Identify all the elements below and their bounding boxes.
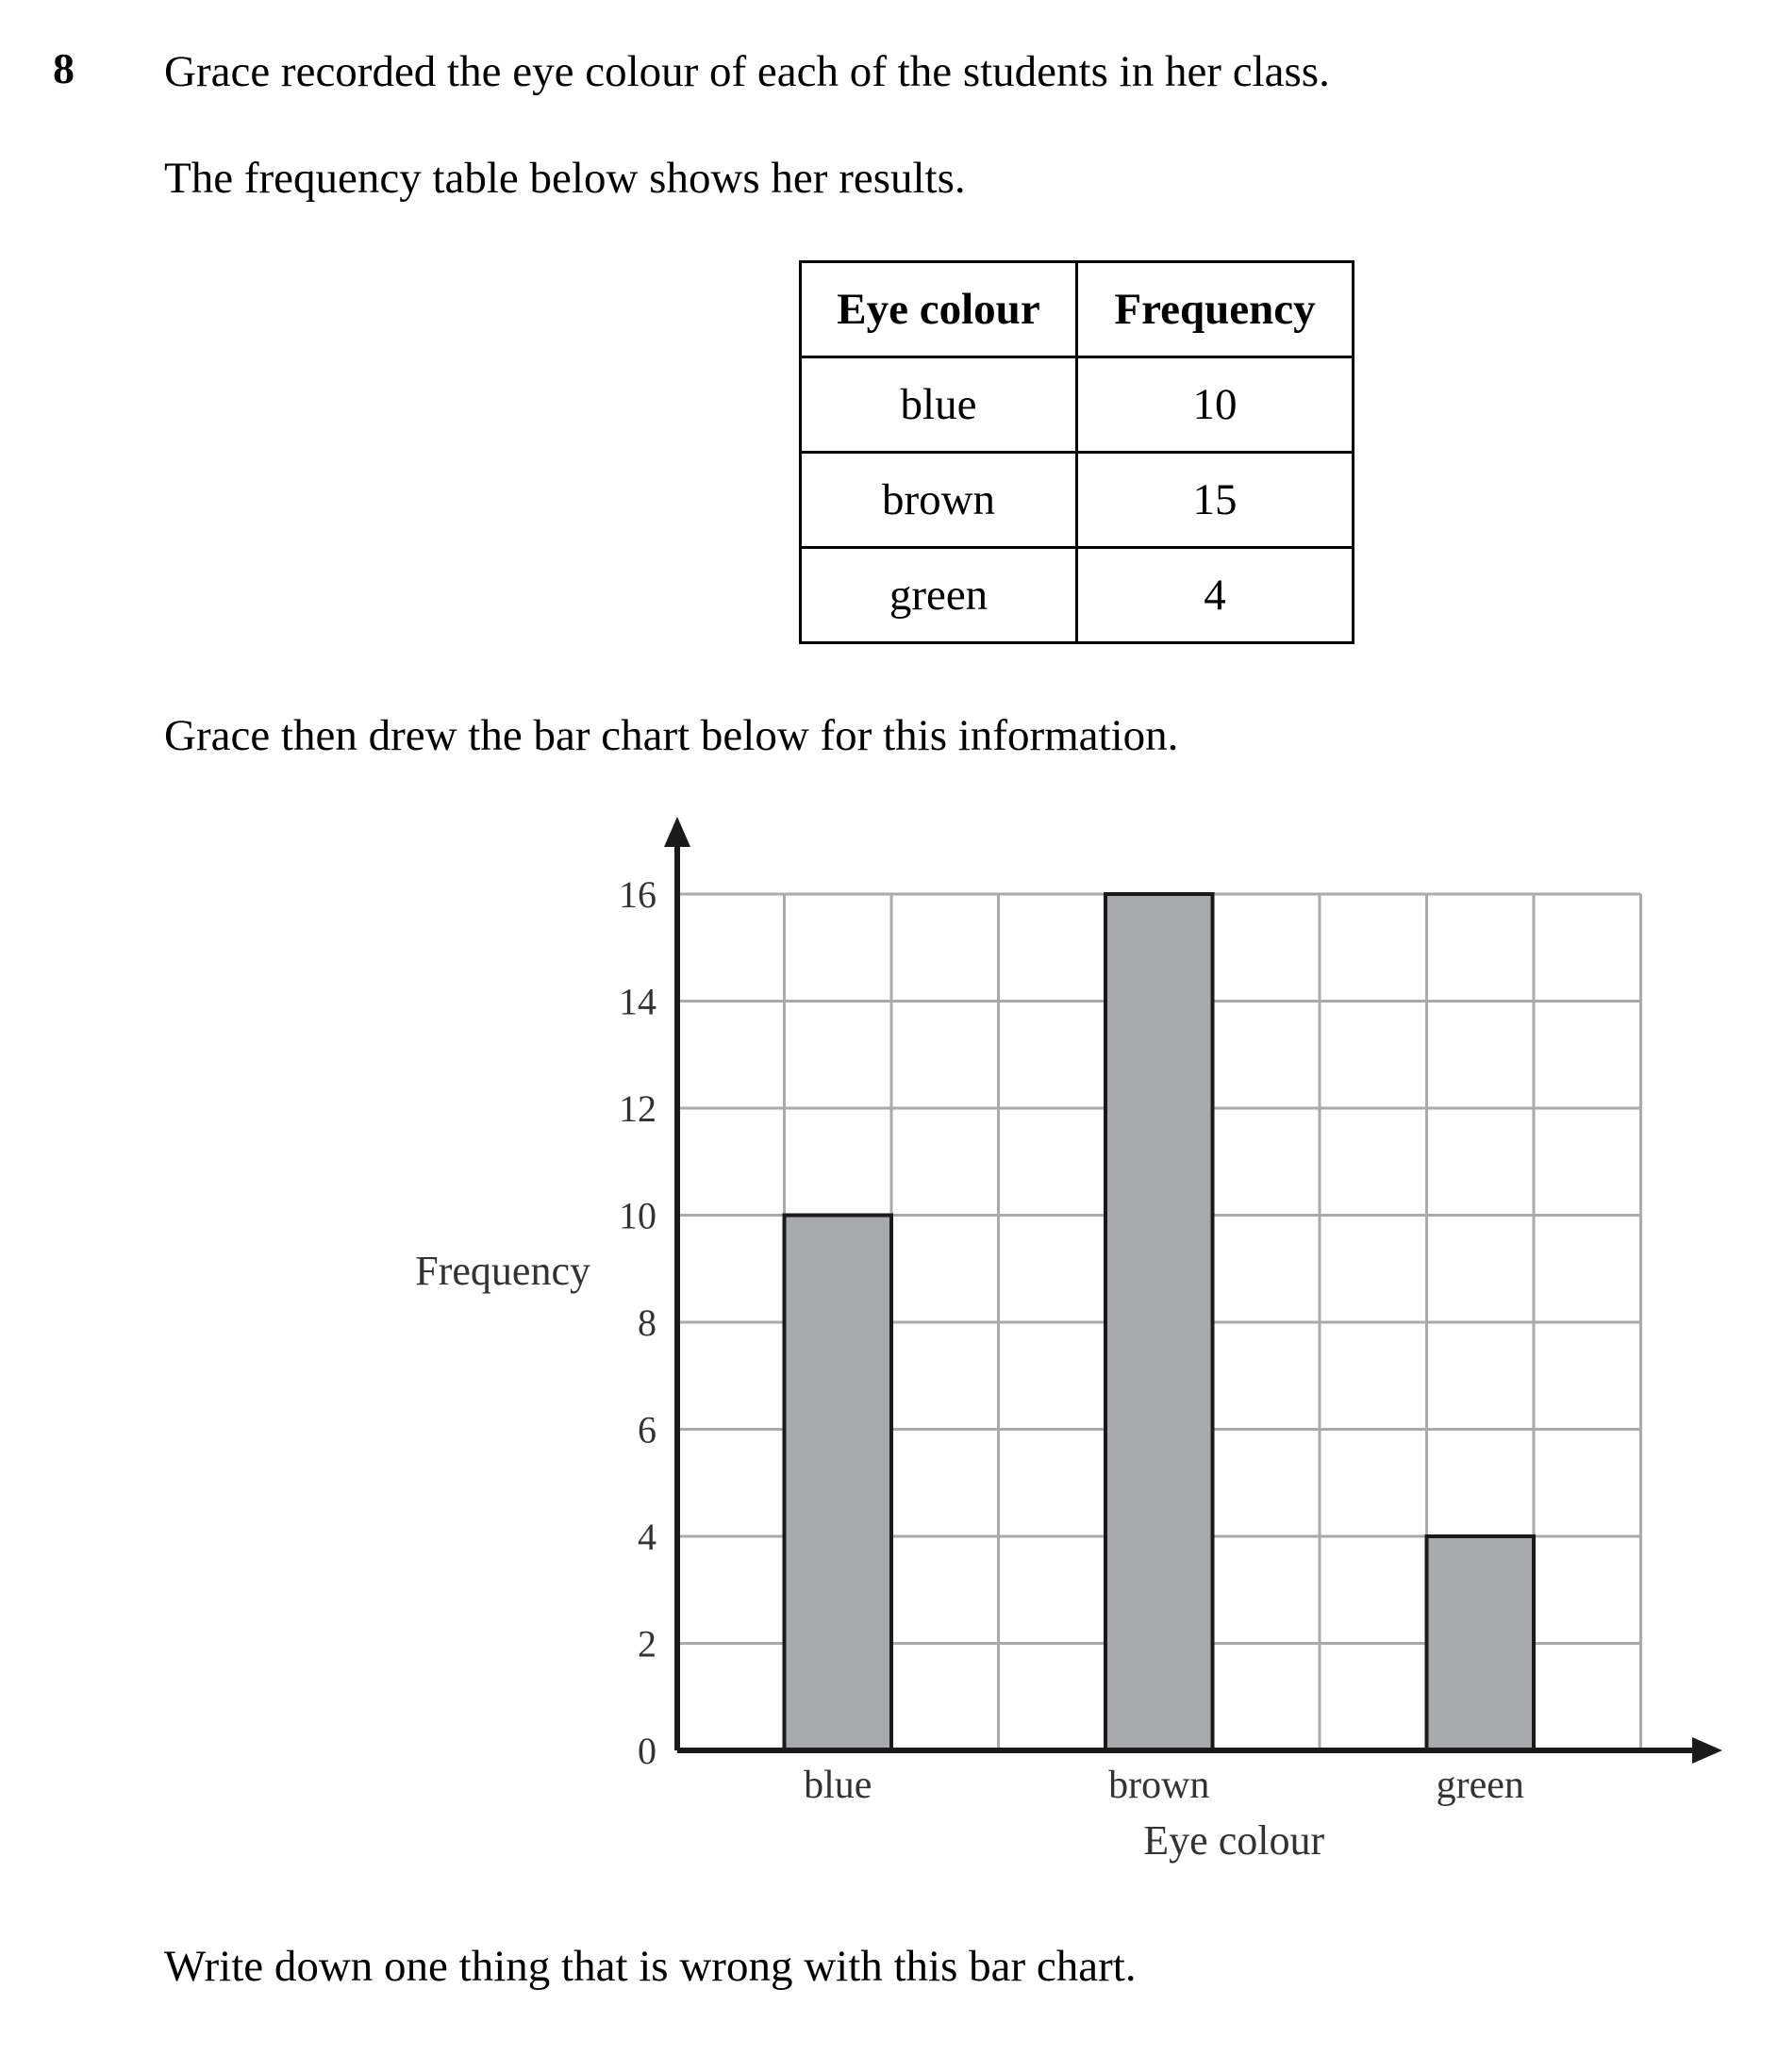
bar-green xyxy=(1427,1536,1535,1750)
x-tick-label-green: green xyxy=(1436,1764,1524,1807)
y-tick-label: 8 xyxy=(638,1301,656,1344)
y-tick-label: 2 xyxy=(638,1622,656,1666)
bar-blue xyxy=(785,1216,892,1751)
table-cell-frequency: 10 xyxy=(1077,357,1354,453)
y-tick-label: 6 xyxy=(638,1408,656,1451)
y-tick-label: 16 xyxy=(619,873,656,916)
table-header-eye-colour: Eye colour xyxy=(801,262,1077,357)
table-header-frequency: Frequency xyxy=(1077,262,1354,357)
y-axis-arrow-icon xyxy=(664,817,690,847)
x-axis-arrow-icon xyxy=(1692,1737,1722,1764)
chart-intro: Grace then drew the bar chart below for this information. xyxy=(164,711,1179,760)
x-tick-label-brown: brown xyxy=(1108,1764,1210,1807)
y-axis-label: Frequency xyxy=(415,1248,590,1294)
table-cell-colour: brown xyxy=(801,453,1077,548)
y-tick-label: 14 xyxy=(619,980,656,1023)
table-cell-colour: blue xyxy=(801,357,1077,453)
y-tick-label: 12 xyxy=(619,1087,656,1130)
x-axis-label: Eye colour xyxy=(1143,1817,1325,1864)
x-tick-label-blue: blue xyxy=(804,1764,872,1807)
table-cell-frequency: 4 xyxy=(1077,548,1354,643)
bar-brown xyxy=(1105,894,1213,1750)
table-cell-frequency: 15 xyxy=(1077,453,1354,548)
question-number: 8 xyxy=(53,44,75,92)
y-tick-label: 10 xyxy=(619,1194,656,1237)
chart-labels xyxy=(415,873,1524,1864)
table-intro: The frequency table below shows her results. xyxy=(164,154,966,203)
y-tick-label: 4 xyxy=(638,1516,656,1558)
table-cell-colour: green xyxy=(801,548,1077,643)
y-tick-label: 0 xyxy=(638,1730,656,1772)
question-intro: Grace recorded the eye colour of each of the students in her class. xyxy=(164,47,1330,96)
question-prompt: Write down one thing that is wrong with this bar chart. xyxy=(164,1942,1137,1991)
